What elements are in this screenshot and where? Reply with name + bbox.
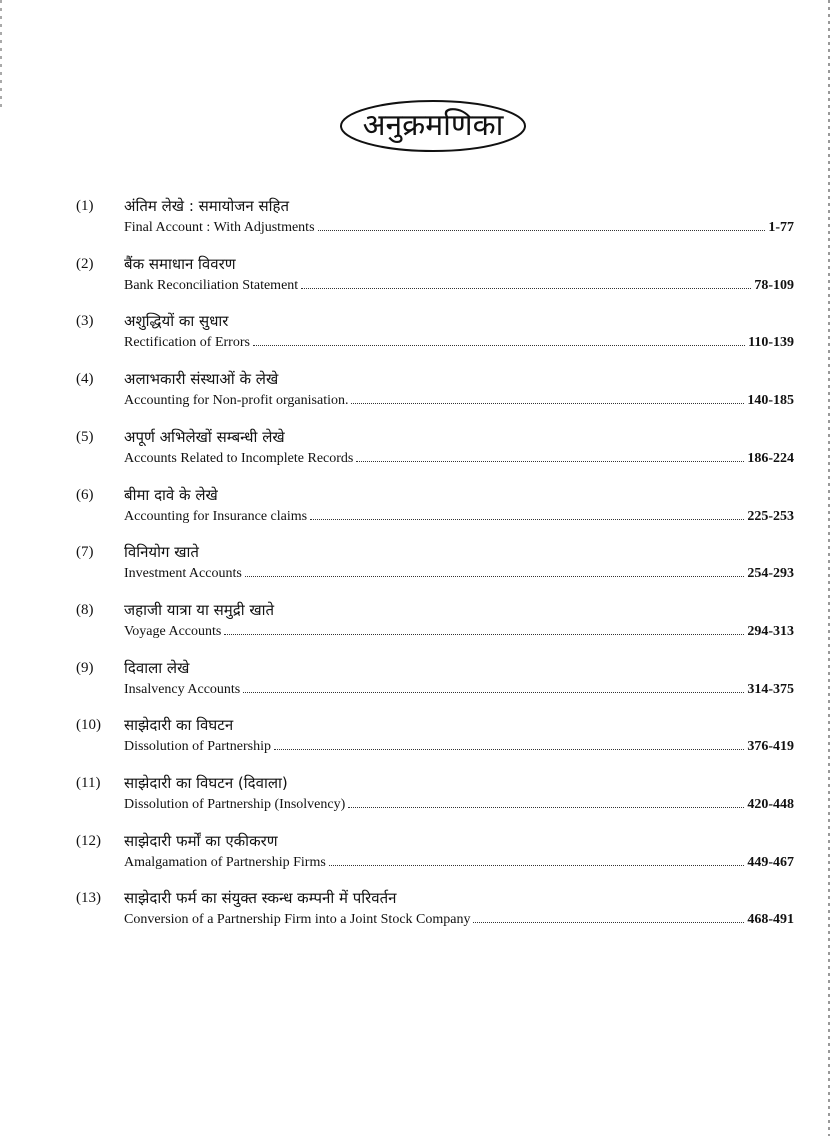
entry-hindi-title: दिवाला लेखे xyxy=(124,658,190,677)
entry-number: (3) xyxy=(76,313,94,330)
dot-leader xyxy=(356,451,744,462)
entry-english-line xyxy=(124,855,794,871)
toc-entry xyxy=(76,198,794,248)
entry-number: (11) xyxy=(76,775,101,791)
entry-english-line xyxy=(124,220,794,236)
entry-english-line xyxy=(124,566,794,582)
dot-leader xyxy=(318,220,766,231)
entry-english-title: Accounting for Insurance claims xyxy=(124,508,308,524)
entry-hindi-title: अलाभकारी संस्थाओं के लेखे xyxy=(124,370,279,389)
entry-hindi-title: बैंक समाधान विवरण xyxy=(124,254,236,273)
scan-edge xyxy=(828,0,830,1136)
entry-hindi-title: जहाजी यात्रा या समुद्री खाते xyxy=(124,600,275,619)
entry-hindi-title: साझेदारी का विघटन (दिवाला) xyxy=(124,774,288,792)
entry-number: (4) xyxy=(76,371,94,388)
entry-number: (2) xyxy=(76,255,94,272)
entry-english-line xyxy=(124,682,794,698)
entry-english-line xyxy=(124,797,794,813)
toc-entry xyxy=(76,660,794,710)
entry-english-title: Dissolution of Partnership xyxy=(124,739,271,755)
dot-leader xyxy=(224,624,744,635)
entry-number: (13) xyxy=(76,890,101,907)
entry-page-range: 376-419 xyxy=(747,739,794,755)
dot-leader xyxy=(351,393,744,404)
toc-entry xyxy=(76,602,794,652)
entry-hindi-title: साझेदारी फर्म का संयुक्त स्कन्ध कम्पनी में परिवर्तन xyxy=(124,889,397,908)
toc-entry xyxy=(76,544,794,594)
entry-page-range: 449-467 xyxy=(747,854,794,870)
entry-page-range: 314-375 xyxy=(747,681,794,697)
entry-english-title: Rectification of Errors xyxy=(124,335,250,351)
entry-page-range: 78-109 xyxy=(754,277,794,293)
entry-page-range: 1-77 xyxy=(768,220,794,235)
toc-entry xyxy=(76,429,794,479)
entry-page-range: 225-253 xyxy=(747,508,794,524)
entry-english-title: Final Account : With Adjustments xyxy=(124,220,315,235)
entry-page-range: 420-448 xyxy=(747,797,794,812)
entry-english-title: Investment Accounts xyxy=(124,566,242,582)
dot-leader xyxy=(274,739,744,750)
dot-leader xyxy=(348,797,744,808)
toc-entry xyxy=(76,775,794,825)
entry-hindi-title: साझेदारी का विघटन xyxy=(124,716,234,735)
entry-english-title: Amalgamation of Partnership Firms xyxy=(124,854,326,870)
entry-english-line xyxy=(124,335,794,351)
toc-entry xyxy=(76,256,794,306)
scan-edge-left xyxy=(0,0,2,110)
entry-number: (8) xyxy=(76,601,94,618)
entry-number: (12) xyxy=(76,832,101,849)
toc-entry xyxy=(76,313,794,363)
entry-hindi-title: विनियोग खाते xyxy=(124,543,199,562)
entry-english-title: Accounts Related to Incomplete Records xyxy=(124,450,354,466)
entry-hindi-title: अशुद्धियों का सुधार xyxy=(124,312,229,331)
dot-leader xyxy=(473,912,744,923)
toc-entry xyxy=(76,487,794,537)
entry-english-line xyxy=(124,451,794,467)
dot-leader xyxy=(245,566,745,577)
entry-page-range: 254-293 xyxy=(747,566,794,582)
toc-entry xyxy=(76,833,794,883)
entry-number: (6) xyxy=(76,486,94,503)
dot-leader xyxy=(243,682,744,693)
entry-page-range: 140-185 xyxy=(747,393,794,409)
entry-hindi-title: अपूर्ण अभिलेखों सम्बन्धी लेखे xyxy=(124,427,285,446)
entry-english-line xyxy=(124,278,794,294)
entry-number: (10) xyxy=(76,717,101,734)
toc-entry xyxy=(76,890,794,940)
dot-leader xyxy=(253,335,745,346)
entry-number: (7) xyxy=(76,544,94,561)
dot-leader xyxy=(329,855,745,866)
entry-hindi-title: साझेदारी फर्मों का एकीकरण xyxy=(124,831,278,850)
entry-page-range: 294-313 xyxy=(747,623,794,639)
title-box xyxy=(338,98,528,154)
entry-page-range: 186-224 xyxy=(747,450,794,466)
entry-hindi-title: बीमा दावे के लेखे xyxy=(124,485,218,504)
entry-english-title: Accounting for Non-profit organisation. xyxy=(124,393,349,409)
entry-english-title: Dissolution of Partnership (Insolvency) xyxy=(124,797,346,812)
entry-page-range: 110-139 xyxy=(748,335,794,351)
dot-leader xyxy=(301,278,751,289)
entry-english-title: Conversion of a Partnership Firm into a Joint Stock Company xyxy=(124,912,471,928)
entry-english-line xyxy=(124,509,794,525)
entry-english-title: Voyage Accounts xyxy=(124,623,222,639)
entry-number: (5) xyxy=(76,428,94,445)
entry-english-line xyxy=(124,393,794,409)
entry-hindi-title: अंतिम लेखे : समायोजन सहित xyxy=(124,197,290,215)
entry-english-title: Bank Reconciliation Statement xyxy=(124,277,299,293)
entry-english-title: Insalvency Accounts xyxy=(124,681,241,697)
entry-number: (9) xyxy=(76,659,94,676)
page-title: अनुक्रमणिका xyxy=(362,108,504,143)
entry-english-line xyxy=(124,912,794,928)
dot-leader xyxy=(310,509,744,520)
entry-english-line xyxy=(124,739,794,755)
entry-english-line xyxy=(124,624,794,640)
entry-number: (1) xyxy=(76,198,94,214)
entry-page-range: 468-491 xyxy=(747,912,794,928)
toc-entry xyxy=(76,371,794,421)
toc-entry xyxy=(76,717,794,767)
